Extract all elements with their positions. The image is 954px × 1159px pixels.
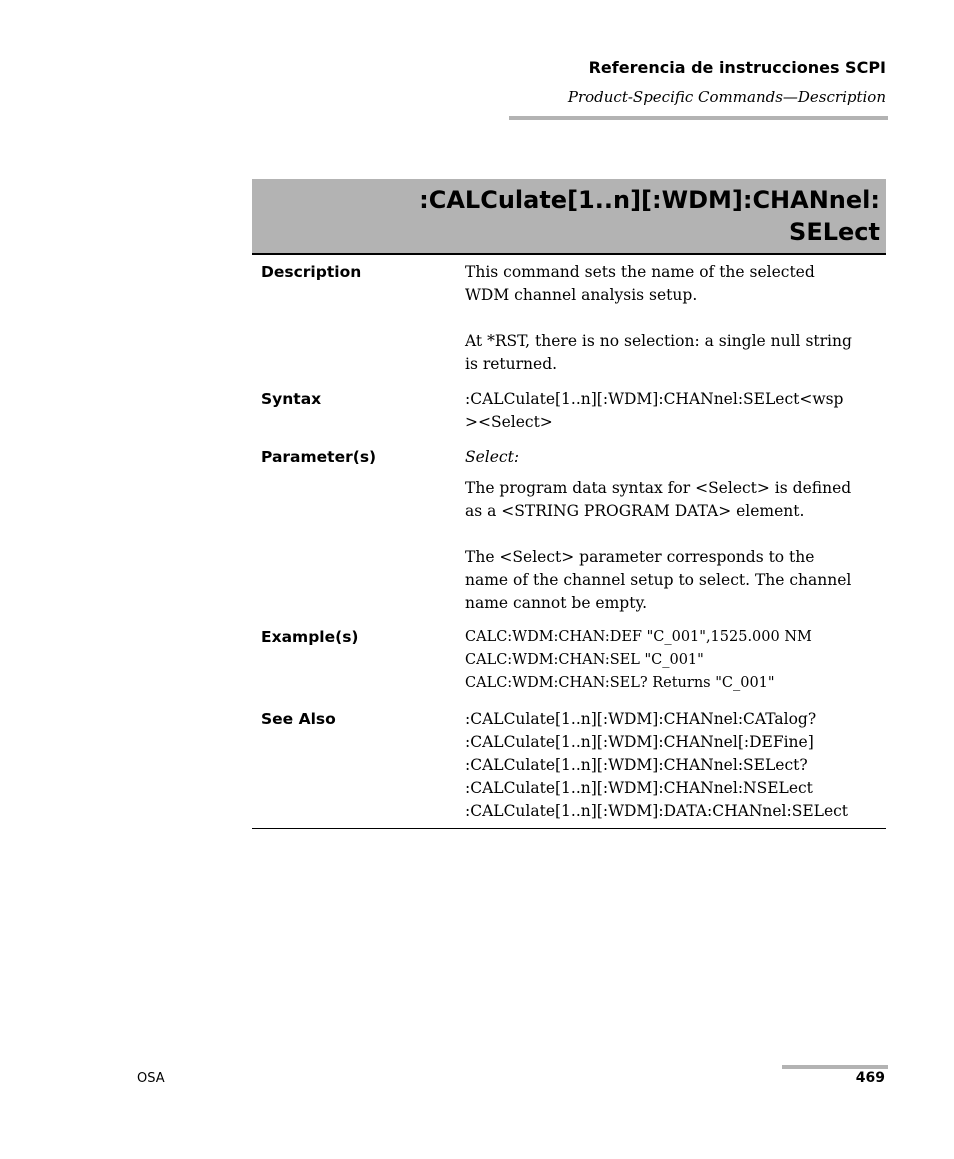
table-bottom-rule bbox=[252, 828, 886, 829]
see-also-link[interactable]: :CALCulate[1..n][:WDM]:CHANnel[:DEFine] bbox=[465, 733, 814, 751]
header-rule bbox=[509, 116, 888, 120]
command-title-box bbox=[252, 179, 886, 255]
parameter-line: The <Select> parameter corresponds to the bbox=[465, 548, 815, 566]
description-line: is returned. bbox=[465, 355, 558, 373]
see-also-body bbox=[465, 708, 883, 823]
description-line: At *RST, there is no selection: a single null string bbox=[465, 332, 852, 350]
examples-body bbox=[465, 626, 883, 695]
example-line: CALC:WDM:CHAN:SEL "C_001" bbox=[465, 652, 704, 668]
see-also-link[interactable]: :CALCulate[1..n][:WDM]:CHANnel:CATalog? bbox=[465, 710, 817, 728]
command-title-line1: :CALCulate[1..n][:WDM]:CHANnel: bbox=[419, 186, 880, 214]
parameter-line: name of the channel setup to select. The channel bbox=[465, 571, 852, 589]
running-header-title: Referencia de instrucciones SCPI bbox=[588, 58, 886, 77]
command-title bbox=[419, 184, 880, 248]
syntax-line: :CALCulate[1..n][:WDM]:CHANnel:SELect<wsp bbox=[465, 390, 844, 408]
parameters-body bbox=[465, 446, 883, 615]
description-body bbox=[465, 261, 883, 376]
parameter-name: Select: bbox=[465, 448, 520, 466]
parameters-label: Parameter(s) bbox=[261, 448, 377, 466]
parameter-line: as a <STRING PROGRAM DATA> element. bbox=[465, 502, 805, 520]
example-line: CALC:WDM:CHAN:SEL? Returns "C_001" bbox=[465, 675, 775, 691]
see-also-link[interactable]: :CALCulate[1..n][:WDM]:CHANnel:NSELect bbox=[465, 779, 813, 797]
example-line: CALC:WDM:CHAN:DEF "C_001",1525.000 NM bbox=[465, 629, 812, 645]
footer-product: OSA bbox=[137, 1071, 165, 1086]
see-also-label: See Also bbox=[261, 710, 336, 728]
syntax-line: ><Select> bbox=[465, 413, 553, 431]
syntax-body bbox=[465, 388, 883, 434]
description-label: Description bbox=[261, 263, 362, 281]
running-header-subtitle: Product-Specific Commands—Description bbox=[567, 88, 886, 106]
see-also-link[interactable]: :CALCulate[1..n][:WDM]:DATA:CHANnel:SELect bbox=[465, 802, 849, 820]
parameter-line: name cannot be empty. bbox=[465, 594, 648, 612]
see-also-link[interactable]: :CALCulate[1..n][:WDM]:CHANnel:SELect? bbox=[465, 756, 808, 774]
parameter-line: The program data syntax for <Select> is defined bbox=[465, 479, 852, 497]
description-line: WDM channel analysis setup. bbox=[465, 286, 698, 304]
footer-rule bbox=[782, 1065, 888, 1069]
command-title-line2: SELect bbox=[789, 218, 880, 246]
syntax-label: Syntax bbox=[261, 390, 322, 408]
page-number: 469 bbox=[855, 1070, 885, 1086]
examples-label: Example(s) bbox=[261, 628, 359, 646]
description-line: This command sets the name of the selected bbox=[465, 263, 815, 281]
